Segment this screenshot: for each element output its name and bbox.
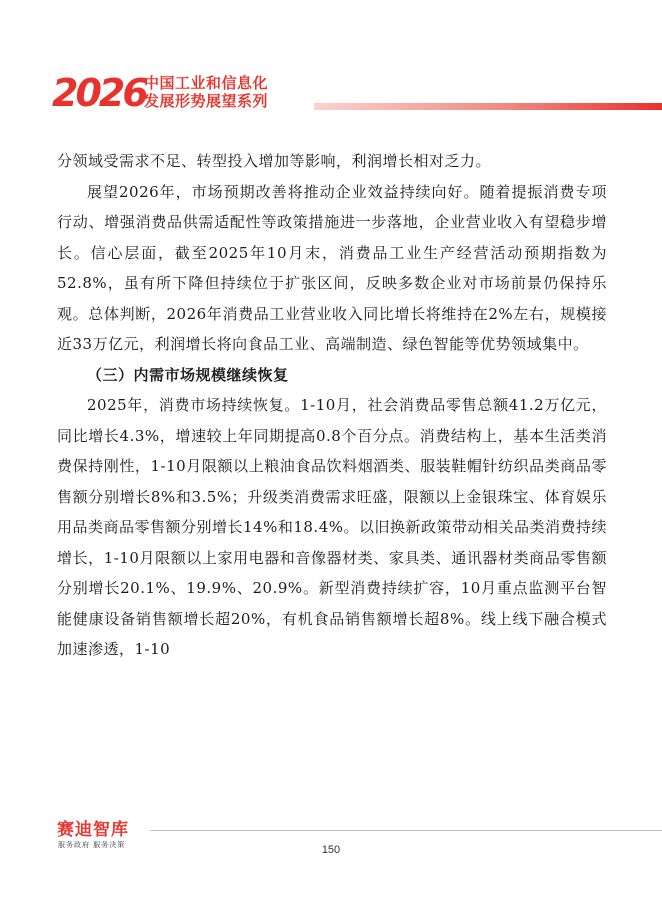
logo-2026: 2026 (52, 71, 146, 115)
series-title-line2: 发展形势展望系列 (144, 92, 269, 110)
header-decorative-bar (314, 103, 662, 110)
page-content (57, 146, 607, 665)
page-header (52, 70, 662, 118)
ccid-tagline: 服务政府 服务决策 (58, 841, 126, 849)
paragraph-2: 展望2026年，市场预期改善将推动企业效益持续向好。随着提振消费专项行动、增强消费品供需适配性等政策措施进一步落地，企业营业收入有望稳步增长。信心层面，截至2025年10月末，消费品工业生产经营活动预期指数为52.8%，虽有所下降但持续位于扩张区间，反映多数企业对市场前景仍保持乐观。总体判断，2026年消费品工业营业收入同比增长将维持在2%左右，规模接近33万亿元，利润增长将向食品工业、高端制造、绿色智能等优势领域集中。 (57, 182, 607, 353)
ccid-logo: 赛迪智库 (57, 820, 129, 840)
paragraph-3: 2025年，消费市场持续恢复。1-10月，社会消费品零售总额41.2万亿元，同比增长4.3%，增速较上年同期提高0.8个百分点。消费结构上，基本生活类消费保持刚性，1-10月限额以上粮油食品饮料烟酒类、服装鞋帽针纺织品类商品零售额分别增长8%和3.5%；升级类消费需求旺盛，限额以上金银珠宝、体育娱乐用品类商品零售额分别增长14%和18.4%。以旧换新政策带动相关品类消费持续增长，1-10月限额以上家用电器和音像器材类、家具类、通讯器材类商品零售额分别增长20.1%、19.9%、20.9%。新型消费持续扩容，10月重点监测平台智能健康设备销售额增长超20%，有机食品销售额增长超8%。线上线下融合模式加速渗透，1-10 (57, 396, 607, 658)
footer-divider (150, 830, 662, 831)
series-title-line1: 中国工业和信息化 (144, 74, 269, 92)
page-number: 150 (321, 844, 341, 856)
series-title (144, 74, 268, 110)
section-heading: （三）内需市场规模继续恢复 (87, 365, 289, 384)
paragraph-1: 分领域受需求不足、转型投入增加等影响，利润增长相对乏力。 (57, 152, 492, 170)
